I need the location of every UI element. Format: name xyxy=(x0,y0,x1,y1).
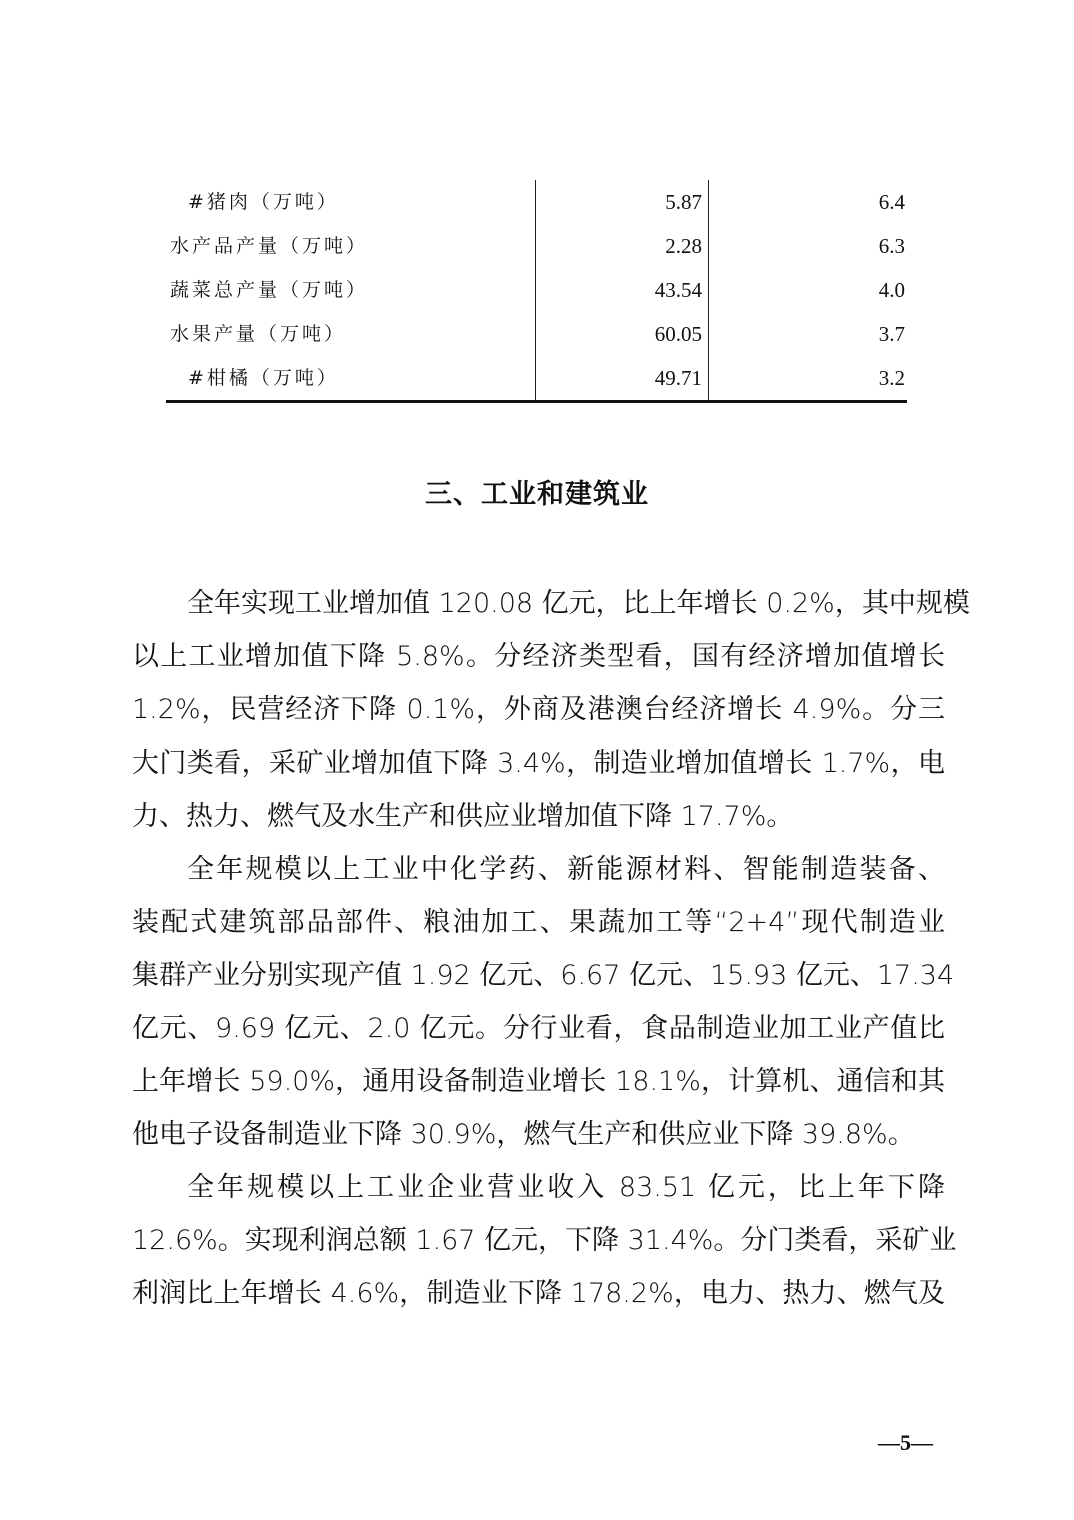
paragraph-line: 上年增长 59.0%，通用设备制造业增长 18.1%，计算机、通信和其 xyxy=(132,1066,945,1097)
row-label: 水果产量（万吨） xyxy=(170,323,347,345)
paragraph-line: 亿元、9.69 亿元、2.0 亿元。分行业看，食品制造业加工业产值比 xyxy=(132,1013,945,1044)
section-heading: 三、工业和建筑业 xyxy=(425,479,649,510)
paragraph-line: 以上工业增加值下降 5.8%。分经济类型看，国有经济增加值增长 xyxy=(132,641,945,672)
row-growth: 6.3 xyxy=(878,234,905,258)
paragraph-line: 1.2%，民营经济下降 0.1%，外商及港澳台经济增长 4.9%。分三 xyxy=(132,694,945,725)
row-growth: 3.2 xyxy=(878,366,905,390)
row-label: 水产品产量（万吨） xyxy=(170,235,369,257)
paragraph-line: 全年实现工业增加值 120.08 亿元，比上年增长 0.2%，其中规模 xyxy=(187,588,970,619)
paragraph-line: 大门类看，采矿业增加值下降 3.4%，制造业增加值增长 1.7%，电 xyxy=(132,748,945,779)
row-label: #猪肉（万吨） xyxy=(188,191,339,213)
paragraph-line: 全年规模以上工业中化学药、新能源材料、智能制造装备、 xyxy=(187,854,945,885)
table-row xyxy=(166,180,907,224)
row-value: 60.05 xyxy=(654,322,702,346)
paragraph-line: 力、热力、燃气及水生产和供应业增加值下降 17.7%。 xyxy=(132,801,794,832)
table-bottom-rule xyxy=(166,400,907,403)
row-value: 49.71 xyxy=(654,366,702,390)
row-growth: 3.7 xyxy=(878,322,905,346)
paragraph-line: 集群产业分别实现产值 1.92 亿元、6.67 亿元、15.93 亿元、17.34 xyxy=(132,960,955,991)
row-growth: 4.0 xyxy=(878,278,905,302)
row-label: 蔬菜总产量（万吨） xyxy=(170,279,369,301)
table-row xyxy=(166,268,907,312)
paragraph-line: 12.6%。实现利润总额 1.67 亿元，下降 31.4%。分门类看，采矿业 xyxy=(132,1225,957,1256)
row-value: 43.54 xyxy=(654,278,702,302)
table-row xyxy=(166,312,907,356)
table-row xyxy=(166,356,907,400)
paragraph-line: 利润比上年增长 4.6%，制造业下降 178.2%，电力、热力、燃气及 xyxy=(132,1278,945,1309)
row-label: #柑橘（万吨） xyxy=(188,367,339,389)
row-growth: 6.4 xyxy=(878,190,905,214)
page-number: —5— xyxy=(878,1430,933,1455)
paragraph-line: 他电子设备制造业下降 30.9%，燃气生产和供应业下降 39.8%。 xyxy=(132,1119,915,1150)
row-value: 5.87 xyxy=(665,190,702,214)
paragraph-line: 全年规模以上工业企业营业收入 83.51 亿元，比上年下降 xyxy=(187,1172,945,1203)
data-table xyxy=(166,180,907,402)
row-value: 2.28 xyxy=(665,234,702,258)
table-row xyxy=(166,224,907,268)
paragraph-line: 装配式建筑部品部件、粮油加工、果蔬加工等“2+4”现代制造业 xyxy=(132,907,945,938)
